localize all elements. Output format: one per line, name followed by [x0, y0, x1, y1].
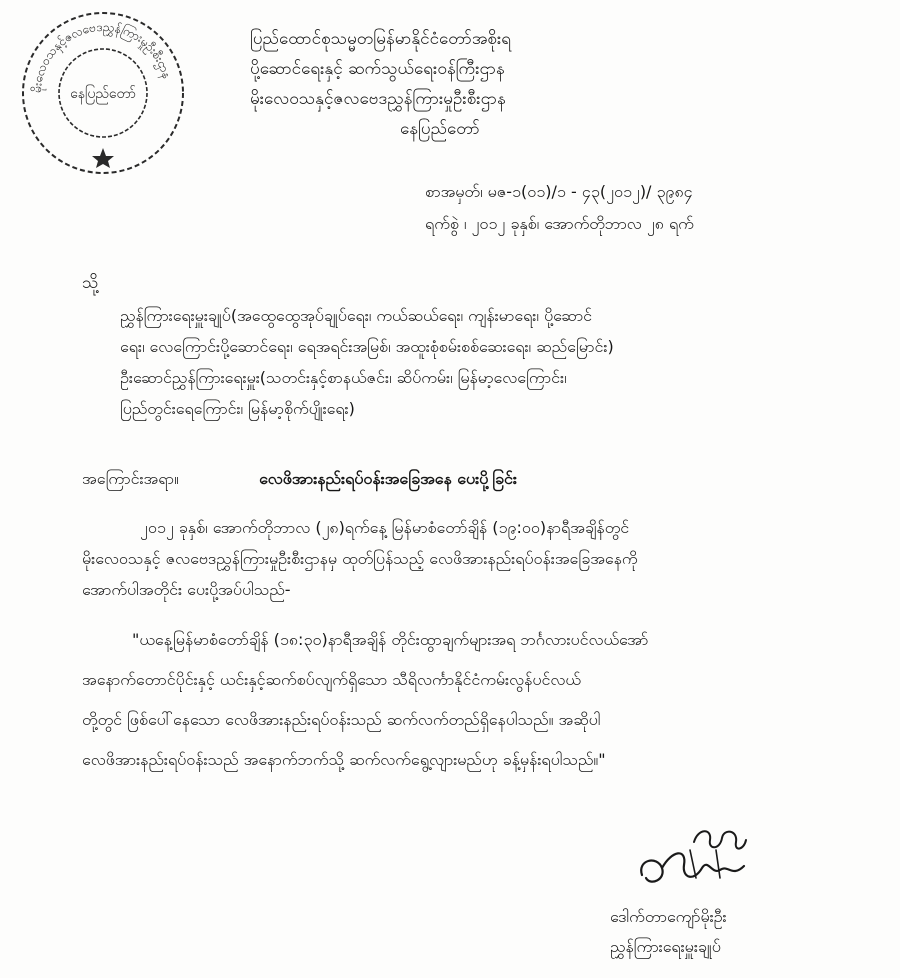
subject-line — [82, 468, 517, 492]
signer-block — [610, 902, 727, 962]
quote-line: တို့တွင် ဖြစ်ပေါ်နေသော လေဖိအားနည်းရပ်ဝန်းသည် ဆက်လက်တည်ရှိနေပါသည်။ အဆိုပါ — [82, 710, 601, 729]
letter-date: ရက်စွဲ ၊ ၂၀၁၂ ခုနှစ်၊ အောက်တိုဘာလ ၂၈ ရက် — [425, 214, 694, 233]
signer-name: ဒေါက်တာကျော်မိုးဦး — [610, 907, 727, 926]
body-line: မိုးလေဝသနှင့် ဇလဗေဒညွှန်ကြားမှုဦးစီးဌာနမှ ထုတ်ပြန်သည့် လေဖိအားနည်းရပ်ဝန်းအခြေအနေကို — [82, 549, 638, 568]
letterhead-city: နေပြည်တော် — [400, 119, 480, 139]
letterhead-ministry: ပို့ဆောင်ရေးနှင့် ဆက်သွယ်ရေးဝန်ကြီးဌာန — [250, 59, 505, 79]
seal-star-icon — [92, 148, 114, 168]
handwritten-signature — [632, 820, 762, 900]
seal-center-text: နေပြည်တော် — [70, 86, 136, 102]
body-paragraph — [82, 512, 812, 605]
recipient-line: ဦးဆောင်ညွှန်ကြားရေးမှူး(သတင်းနှင့်စာနယ်ဇင်း၊ ဆိပ်ကမ်း၊ မြန်မာ့လေကြောင်း၊ — [120, 368, 567, 387]
signature-graphic — [632, 820, 762, 900]
department-seal — [18, 8, 188, 178]
seal-stamp-graphic — [18, 8, 188, 178]
forecast-quote — [82, 620, 812, 780]
quote-line: လေဖိအားနည်းရပ်ဝန်းသည် အနောက်ဘက်သို့ ဆက်လက်ရွေ့လျားမည်ဟု ခန့်မှန်းရပါသည်။" — [82, 750, 606, 769]
letterhead-department: မိုးလေဝသနှင့်ဇလဗေဒညွှန်ကြားမှုဦးစီးဌာန — [250, 89, 506, 109]
recipient-line: ရေး၊ လေကြောင်းပို့ဆောင်ရေး၊ ရေအရင်းအမြစ်၊ အထူးစုံစမ်းစစ်ဆေးရေး၊ ဆည်မြောင်း) — [120, 337, 614, 356]
letterhead-government: ပြည်ထောင်စုသမ္မတမြန်မာနိုင်ငံတော်အစိုးရ — [250, 29, 512, 49]
body-line: အောက်ပါအတိုင်း ပေးပို့အပ်ပါသည်- — [82, 580, 291, 599]
body-line: ၂၀၁၂ ခုနှစ်၊ အောက်တိုဘာလ (၂၈)ရက်နေ့ မြန်မာစံတော်ချိန် (၁၉:၀၀)နာရီအချိန်တွင် — [140, 518, 630, 537]
quote-line: "ယနေ့မြန်မာစံတော်ချိန် (၁၈:၃၀)နာရီအချိန် တိုင်းထွာချက်များအရ ဘင်္ဂလားပင်လယ်အော် — [132, 630, 649, 649]
letter-number: စာအမှတ်၊ မဇ-၁(၀၁)/၁ - ၄၃(၂၀၁၂)/ ၃၉၈၄ — [425, 182, 693, 201]
recipient-line: ပြည်တွင်းရေကြောင်း၊ မြန်မာ့စိုက်ပျိုးရေး) — [120, 399, 355, 418]
letterhead — [250, 24, 670, 144]
reference-block — [425, 176, 694, 240]
seal-ring-text: မိုးလေဝသနှင့်ဇလဗေဒညွှန်ကြားမှုဦးစီးဌာန — [29, 19, 175, 94]
subject-text: လေဖိအားနည်းရပ်ဝန်းအခြေအနေ ပေးပို့ခြင်း — [259, 469, 517, 488]
to-label: သို့ — [82, 273, 99, 293]
recipient-line: ညွှန်ကြားရေးမှူးချုပ်(အထွေထွေအုပ်ချုပ်ရေး၊ ကယ်ဆယ်ရေး၊ ကျန်းမာရေး၊ ပို့ဆောင် — [120, 306, 593, 325]
subject-label: အကြောင်းအရာ။ — [82, 469, 179, 488]
quote-line: အနောက်တောင်ပိုင်းနှင့် ယင်းနှင့်ဆက်စပ်လျက်ရှိသော သီရိလင်္ကာနိုင်ငံကမ်းလွန်ပင်လယ် — [82, 670, 581, 689]
signer-title: ညွှန်ကြားရေးမှူးချုပ် — [610, 937, 721, 956]
recipients-block — [120, 300, 810, 424]
